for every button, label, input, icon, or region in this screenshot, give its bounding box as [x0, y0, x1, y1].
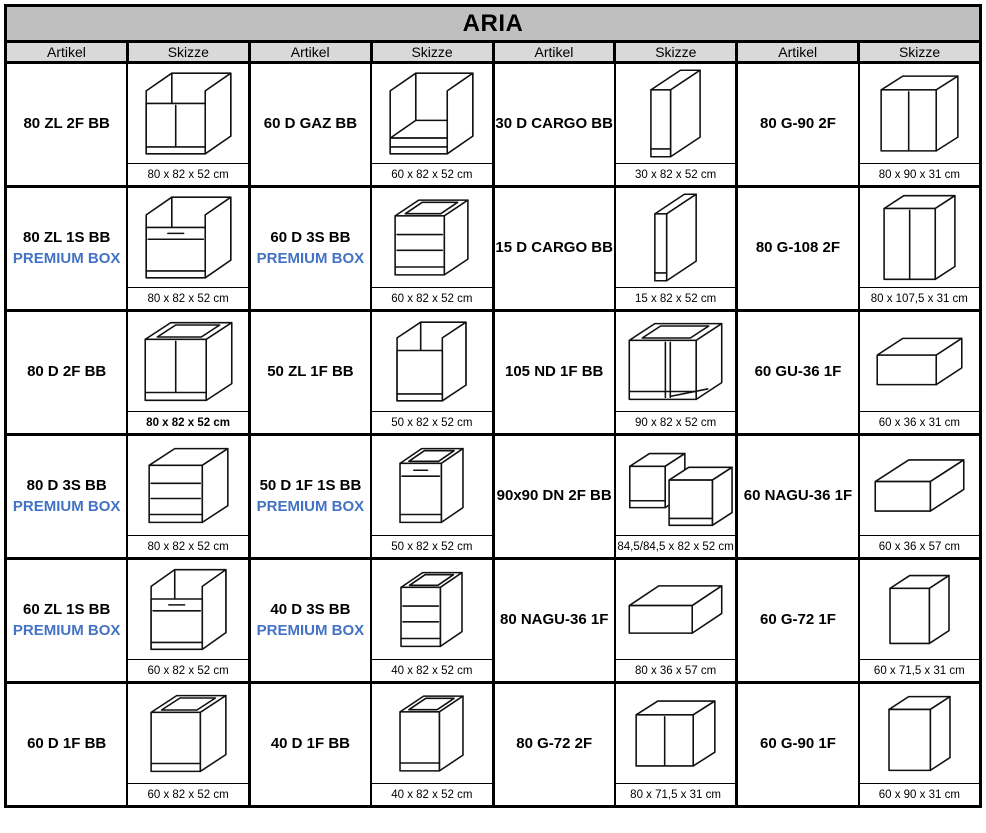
skizze-content: [128, 436, 247, 557]
sketch-wall-cabinet-1-door: [860, 560, 979, 659]
sketch-wall-cabinet-2-doors-tall: [860, 188, 979, 287]
skizze-cell: [859, 559, 981, 683]
artikel-cell: [737, 311, 859, 435]
skizze-cell: [615, 683, 737, 807]
dimensions-label: 60 x 36 x 57 cm: [860, 535, 979, 557]
skizze-cell: [127, 311, 249, 435]
product-row-5: [6, 559, 981, 683]
column-header-artikel-3: Artikel: [249, 42, 371, 63]
skizze-cell: [859, 683, 981, 807]
dimensions-label: 60 x 82 x 52 cm: [372, 287, 491, 309]
cabinet-sketch: [616, 188, 735, 287]
dimensions-label: 60 x 36 x 31 cm: [860, 411, 979, 433]
column-header-row: [6, 42, 981, 63]
sketch-wall-cabinet-2-doors: [860, 64, 979, 163]
product-name: 30 D CARGO BB: [495, 115, 613, 133]
cabinet-sketch: [616, 560, 735, 659]
skizze-content: [860, 312, 979, 433]
artikel-cell: [6, 683, 128, 807]
skizze-content: [372, 560, 491, 681]
cabinet-sketch: [616, 64, 735, 163]
product-row-3: [6, 311, 981, 435]
cabinet-sketch: [860, 684, 979, 783]
skizze-cell: [371, 559, 493, 683]
skizze-content: [128, 684, 247, 805]
page-title: ARIA: [6, 6, 981, 42]
skizze-cell: [615, 311, 737, 435]
skizze-cell: [859, 187, 981, 311]
product-name: 60 D 3S BB: [270, 229, 351, 247]
skizze-cell: [371, 63, 493, 187]
column-header-skizze-4: Skizze: [371, 42, 493, 63]
cabinet-sketch: [128, 64, 247, 163]
sketch-base-cabinet-2-doors-open-top: [129, 312, 248, 411]
sketch-corner-cabinet-l-shaped: [616, 436, 735, 535]
column-header-skizze-2: Skizze: [127, 42, 249, 63]
cabinet-sketch: [372, 684, 491, 783]
artikel-cell: [493, 559, 615, 683]
premium-box-label: PREMIUM BOX: [256, 497, 365, 515]
cabinet-sketch: [128, 560, 247, 659]
sketch-sink-cabinet-1-door: [372, 312, 491, 411]
product-row-6: [6, 683, 981, 807]
column-header-artikel-5: Artikel: [493, 42, 615, 63]
artikel-cell: [737, 435, 859, 559]
product-name: 40 D 3S BB: [270, 601, 351, 619]
skizze-content: [616, 64, 735, 185]
product-name: 80 G-72 2F: [516, 735, 593, 753]
skizze-content: [128, 64, 247, 185]
sketch-sink-cabinet-1-drawer: [129, 188, 248, 287]
dimensions-label: 80 x 36 x 57 cm: [616, 659, 735, 681]
sketch-drawer-cabinet-3-drawers-open-top: [372, 188, 491, 287]
skizze-content: [860, 560, 979, 681]
artikel-cell: [249, 63, 371, 187]
product-name: 80 G-90 2F: [760, 115, 836, 133]
product-name: 60 D 1F BB: [27, 735, 107, 753]
dimensions-label: 80 x 107,5 x 31 cm: [860, 287, 979, 309]
skizze-content: [128, 188, 247, 309]
cabinet-sketch: [616, 436, 735, 535]
artikel-cell: [249, 683, 371, 807]
product-name: 80 D 2F BB: [27, 363, 107, 381]
skizze-content: [616, 188, 735, 309]
cabinet-sketch: [860, 312, 979, 411]
title-row: [6, 6, 981, 42]
dimensions-label: 80 x 82 x 52 cm: [128, 163, 247, 185]
artikel-cell: [249, 187, 371, 311]
product-name: 50 D 1F 1S BB: [259, 477, 362, 495]
skizze-cell: [615, 559, 737, 683]
dimensions-label: 84,5/84,5 x 82 x 52 cm: [616, 535, 735, 557]
skizze-content: [860, 64, 979, 185]
skizze-cell: [615, 435, 737, 559]
sketch-drawer-cabinet-3-drawers-open-top-40: [372, 560, 491, 659]
product-name: 90x90 DN 2F BB: [496, 487, 612, 505]
skizze-cell: [127, 435, 249, 559]
skizze-cell: [859, 63, 981, 187]
skizze-content: [616, 684, 735, 805]
product-grid: [6, 63, 981, 807]
cabinet-sketch: [860, 188, 979, 287]
sketch-drawer-cabinet-3-drawers: [129, 436, 248, 535]
skizze-cell: [615, 63, 737, 187]
product-name: 80 ZL 1S BB: [23, 229, 111, 247]
product-name: 60 GU-36 1F: [754, 363, 842, 381]
column-header-skizze-6: Skizze: [615, 42, 737, 63]
cabinet-sketch: [128, 312, 247, 411]
cabinet-sketch: [860, 436, 979, 535]
cabinet-sketch: [860, 64, 979, 163]
sketch-wall-box-low-wide: [616, 560, 735, 659]
artikel-cell: [493, 311, 615, 435]
artikel-cell: [6, 559, 128, 683]
premium-box-label: PREMIUM BOX: [256, 621, 365, 639]
artikel-cell: [493, 683, 615, 807]
dimensions-label: 60 x 82 x 52 cm: [128, 659, 247, 681]
artikel-cell: [249, 311, 371, 435]
skizze-cell: [371, 187, 493, 311]
dimensions-label: 60 x 82 x 52 cm: [372, 163, 491, 185]
skizze-cell: [127, 559, 249, 683]
skizze-content: [860, 188, 979, 309]
product-name: 80 NAGU-36 1F: [500, 611, 609, 629]
product-name: 15 D CARGO BB: [495, 239, 613, 257]
dimensions-label: 60 x 82 x 52 cm: [128, 783, 247, 805]
skizze-content: [860, 436, 979, 557]
sketch-sink-cabinet-1-drawer-60: [129, 560, 248, 659]
skizze-content: [372, 312, 491, 433]
sketch-wall-box-low: [860, 312, 979, 411]
premium-box-label: PREMIUM BOX: [12, 621, 121, 639]
product-name: 60 NAGU-36 1F: [743, 487, 853, 505]
skizze-content: [372, 436, 491, 557]
dimensions-label: 50 x 82 x 52 cm: [372, 411, 491, 433]
column-header-artikel-1: Artikel: [6, 42, 128, 63]
skizze-cell: [371, 311, 493, 435]
cabinet-sketch: [372, 436, 491, 535]
cabinet-sketch: [128, 684, 247, 783]
sketch-oven-housing-cabinet: [372, 64, 491, 163]
artikel-cell: [737, 683, 859, 807]
product-name: 80 G-108 2F: [755, 239, 841, 257]
dimensions-label: 60 x 71,5 x 31 cm: [860, 659, 979, 681]
cabinet-sketch: [616, 312, 735, 411]
skizze-cell: [127, 63, 249, 187]
artikel-cell: [493, 435, 615, 559]
sketch-cargo-cabinet-extra-narrow: [616, 188, 735, 287]
dimensions-label: 80 x 90 x 31 cm: [860, 163, 979, 185]
product-name: 60 ZL 1S BB: [23, 601, 111, 619]
product-name: 40 D 1F BB: [270, 735, 351, 753]
product-name: 105 ND 1F BB: [505, 363, 604, 381]
dimensions-label: 80 x 82 x 52 cm: [128, 535, 247, 557]
product-spec-table: [4, 4, 982, 808]
dimensions-label: 50 x 82 x 52 cm: [372, 535, 491, 557]
artikel-cell: [737, 63, 859, 187]
sketch-corner-base-cabinet: [616, 312, 735, 411]
cabinet-sketch: [372, 64, 491, 163]
product-name: 60 D GAZ BB: [263, 115, 358, 133]
artikel-cell: [6, 435, 128, 559]
artikel-cell: [6, 187, 128, 311]
dimensions-label: 90 x 82 x 52 cm: [616, 411, 735, 433]
skizze-content: [616, 312, 735, 433]
skizze-content: [128, 560, 247, 681]
skizze-content: [372, 188, 491, 309]
artikel-cell: [6, 63, 128, 187]
skizze-cell: [859, 311, 981, 435]
skizze-cell: [371, 435, 493, 559]
product-row-2: [6, 187, 981, 311]
sketch-base-cabinet-1-door-1-drawer: [372, 436, 491, 535]
sketch-base-cabinet-1-door-open-top: [129, 684, 248, 783]
skizze-content: [616, 560, 735, 681]
dimensions-label: 60 x 90 x 31 cm: [860, 783, 979, 805]
cabinet-sketch: [372, 188, 491, 287]
dimensions-label: 15 x 82 x 52 cm: [616, 287, 735, 309]
column-header-artikel-7: Artikel: [737, 42, 859, 63]
dimensions-label: 40 x 82 x 52 cm: [372, 783, 491, 805]
premium-box-label: PREMIUM BOX: [256, 249, 365, 267]
column-header-skizze-8: Skizze: [859, 42, 981, 63]
cabinet-sketch: [128, 188, 247, 287]
dimensions-label: 30 x 82 x 52 cm: [616, 163, 735, 185]
sketch-sink-cabinet-2-doors: [129, 64, 248, 163]
skizze-content: [372, 684, 491, 805]
skizze-cell: [127, 187, 249, 311]
product-name: 60 G-90 1F: [760, 735, 836, 753]
artikel-cell: [6, 311, 128, 435]
product-row-4: [6, 435, 981, 559]
sketch-wall-cabinet-1-door-tall: [860, 684, 979, 783]
artikel-cell: [737, 559, 859, 683]
sketch-wall-cabinet-2-doors-short: [616, 684, 735, 783]
premium-box-label: PREMIUM BOX: [12, 497, 121, 515]
cabinet-sketch: [128, 436, 247, 535]
product-name: 50 ZL 1F BB: [267, 363, 354, 381]
artikel-cell: [737, 187, 859, 311]
skizze-content: [372, 64, 491, 185]
product-row-1: [6, 63, 981, 187]
cabinet-sketch: [372, 560, 491, 659]
product-name: 80 D 3S BB: [26, 477, 107, 495]
cabinet-sketch: [860, 560, 979, 659]
artikel-cell: [493, 63, 615, 187]
cabinet-sketch: [616, 684, 735, 783]
artikel-cell: [249, 559, 371, 683]
dimensions-label: 40 x 82 x 52 cm: [372, 659, 491, 681]
dimensions-label: 80 x 82 x 52 cm: [128, 411, 247, 433]
dimensions-label: 80 x 82 x 52 cm: [128, 287, 247, 309]
artikel-cell: [249, 435, 371, 559]
skizze-cell: [127, 683, 249, 807]
sketch-wall-box-low-deep: [860, 436, 979, 535]
skizze-content: [616, 436, 735, 557]
skizze-cell: [859, 435, 981, 559]
skizze-content: [860, 684, 979, 805]
skizze-cell: [371, 683, 493, 807]
skizze-content: [128, 312, 247, 433]
artikel-cell: [493, 187, 615, 311]
skizze-cell: [615, 187, 737, 311]
sketch-cargo-cabinet-narrow: [616, 64, 735, 163]
premium-box-label: PREMIUM BOX: [12, 249, 121, 267]
product-name: 80 ZL 2F BB: [23, 115, 110, 133]
cabinet-sketch: [372, 312, 491, 411]
product-name: 60 G-72 1F: [760, 611, 836, 629]
dimensions-label: 80 x 71,5 x 31 cm: [616, 783, 735, 805]
sketch-base-cabinet-1-door-open-top-40: [372, 684, 491, 783]
